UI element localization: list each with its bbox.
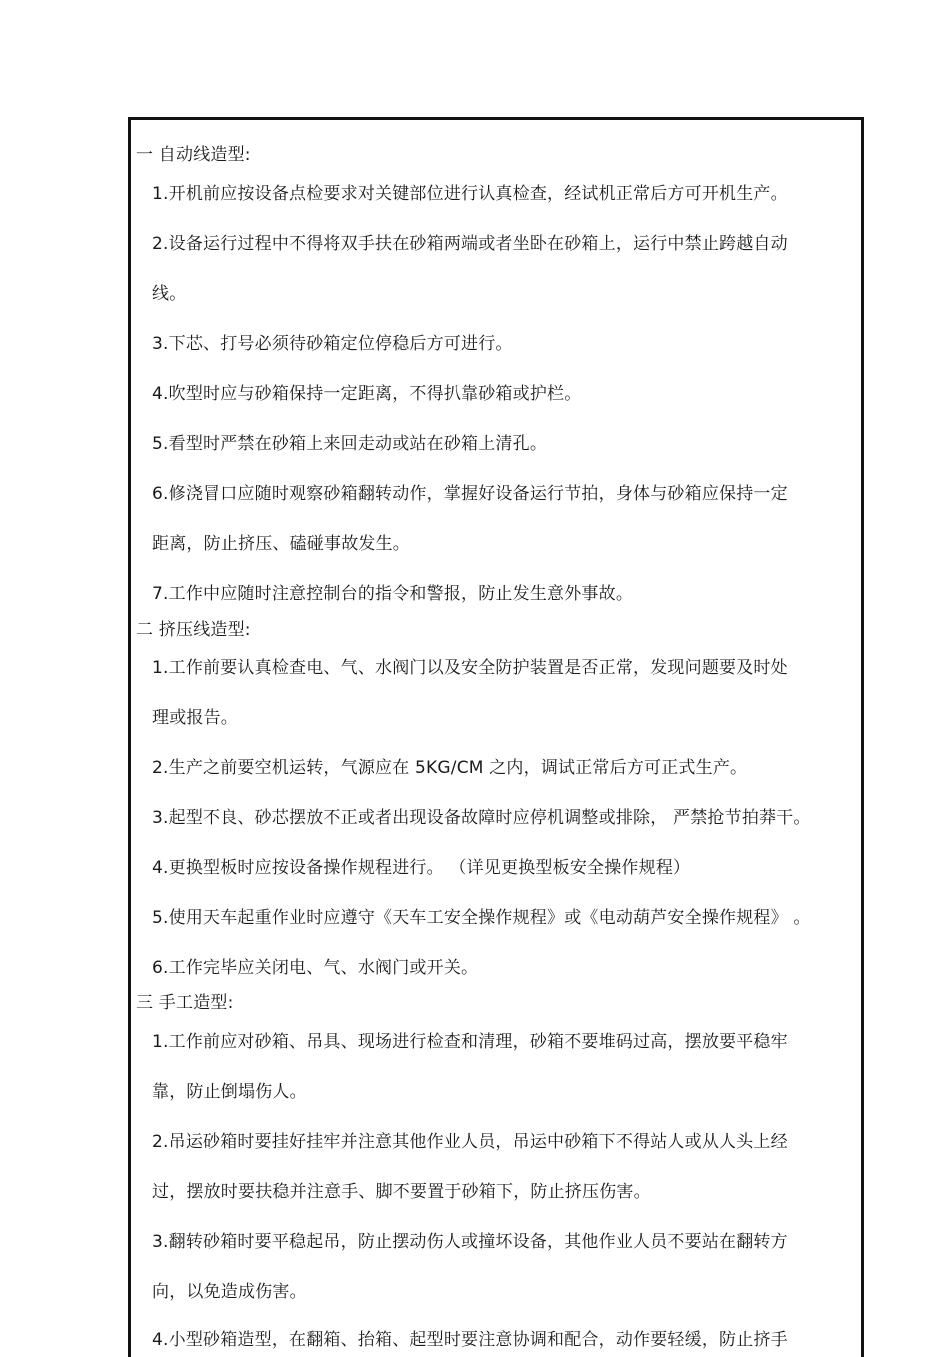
paragraph-line: 向，以免造成伤害。 [152,1282,307,1302]
paragraph-line: 6.工作完毕应关闭电、气、水阀门或开关。 [152,958,479,978]
paragraph-line: 理或报告。 [152,708,238,728]
paragraph-line: 1.工作前应对砂箱、吊具、现场进行检查和清理，砂箱不要堆码过高，摆放要平稳牢 [152,1032,788,1052]
paragraph-line: 6.修浇冒口应随时观察砂箱翻转动作，掌握好设备运行节拍，身体与砂箱应保持一定 [152,484,788,504]
document-frame [128,117,864,1357]
paragraph-line: 3.下芯、打号必须待砂箱定位停稳后方可进行。 [152,334,513,354]
paragraph-line: 1.开机前应按设备点检要求对关键部位进行认真检查，经试机正常后方可开机生产。 [152,184,788,204]
paragraph-line: 3.起型不良、砂芯摆放不正或者出现设备故障时应停机调整或排除， 严禁抢节拍莽干。 [152,808,811,828]
paragraph-line: 5.使用天车起重作业时应遵守《天车工安全操作规程》或《电动葫芦安全操作规程》 。 [152,908,811,928]
paragraph-line: 过，摆放时要扶稳并注意手、脚不要置于砂箱下，防止挤压伤害。 [152,1182,651,1202]
paragraph-line: 7.工作中应随时注意控制台的指令和警报，防止发生意外事故。 [152,584,634,604]
section-heading-1: 一 自动线造型: [136,145,251,165]
section-heading-3: 三 手工造型: [136,993,234,1013]
paragraph-line: 1.工作前要认真检查电、气、水阀门以及安全防护装置是否正常，发现问题要及时处 [152,658,788,678]
section-heading-2: 二 挤压线造型: [136,620,251,640]
paragraph-line: 4.吹型时应与砂箱保持一定距离，不得扒靠砂箱或护栏。 [152,384,582,404]
paragraph-line: 线。 [152,284,187,304]
paragraph-line: 2.吊运砂箱时要挂好挂牢并注意其他作业人员，吊运中砂箱下不得站人或从人头上经 [152,1132,788,1152]
paragraph-line: 2.生产之前要空机运转，气源应在 5KG/CM 之内，调试正常后方可正式生产。 [152,758,748,778]
paragraph-line: 距离，防止挤压、磕碰事故发生。 [152,534,410,554]
paragraph-line: 5.看型时严禁在砂箱上来回走动或站在砂箱上清孔。 [152,434,548,454]
paragraph-line: 3.翻转砂箱时要平稳起吊，防止摆动伤人或撞坏设备，其他作业人员不要站在翻转方 [152,1232,788,1252]
paragraph-line: 4.小型砂箱造型，在翻箱、抬箱、起型时要注意协调和配合，动作要轻缓，防止挤手 [152,1330,788,1350]
paragraph-line: 靠，防止倒塌伤人。 [152,1082,307,1102]
paragraph-line: 2.设备运行过程中不得将双手扶在砂箱两端或者坐卧在砂箱上，运行中禁止跨越自动 [152,234,788,254]
paragraph-line: 4.更换型板时应按设备操作规程进行。 （详见更换型板安全操作规程） [152,858,691,878]
